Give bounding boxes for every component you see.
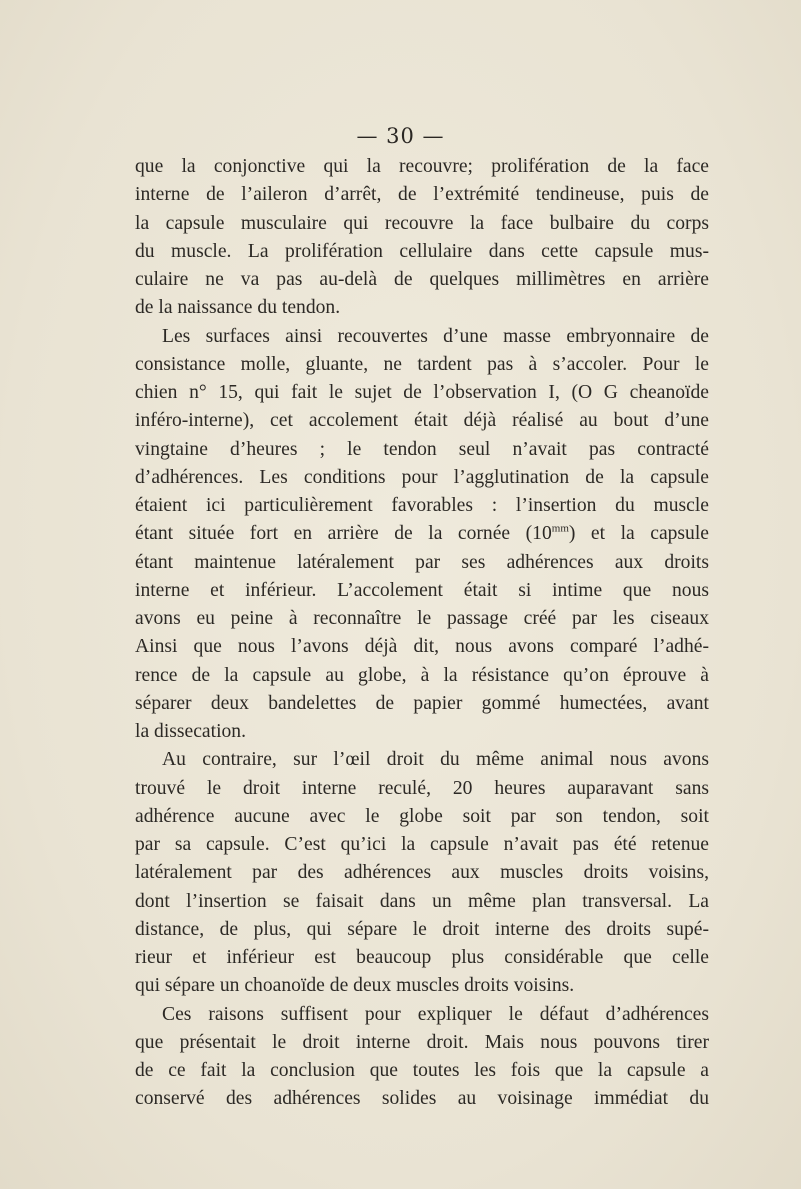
text-line: avons eu peine à reconnaître le passage créé par les ciseaux [135, 608, 709, 629]
text-fragment: ) et la capsule [568, 523, 709, 545]
text-line: qui sépare un choanoïde de deux muscles droits voisins. [135, 975, 575, 997]
unit-superscript: mm [551, 522, 569, 535]
text-line: dont l’insertion se faisait dans un même plan transversal. La [135, 890, 709, 912]
text-line: vingtaine d’heures ; le tendon seul n’avait pas contracté [135, 438, 709, 460]
text-line-with-superscript [135, 520, 709, 548]
body-text [135, 153, 709, 1114]
text-line: étaient ici particulièrement favorables : l’insertion du muscle [135, 495, 709, 516]
text-line: de ce fait la conclusion que toutes les fois que la capsule a [135, 1060, 709, 1081]
text-line: rieur et inférieur est beaucoup plus considérable que celle [135, 947, 709, 968]
text-line: chien n° 15, qui fait le sujet de l’observation I, (O G cheanoïde [135, 382, 709, 403]
text-line: latéralement par des adhérences aux muscles droits voisins, [135, 862, 709, 884]
text-line: la capsule musculaire qui recouvre la face bulbaire du corps [135, 212, 709, 234]
text-line: Au contraire, sur l’œil droit du même animal nous avons [162, 749, 709, 771]
text-line: rence de la capsule au globe, à la résistance qu’on éprouve à [135, 664, 709, 686]
page-number: — 30 — [356, 124, 445, 148]
text-fragment: étant située fort en arrière de la cornée (10 [135, 523, 552, 545]
text-line: consistance molle, gluante, ne tardent pas à s’accoler. Pour le [135, 353, 709, 375]
text-line: inféro-interne), cet accolement était déjà réalisé au bout d’une [135, 410, 709, 432]
text-line: Ces raisons suffisent pour expliquer le défaut d’adhérences [162, 1003, 709, 1025]
text-line: que présentait le droit interne droit. Mais nous pouvons tirer [135, 1031, 709, 1053]
text-line: la dissecation. [135, 721, 246, 742]
text-line: interne et inférieur. L’accolement était si intime que nous [135, 579, 709, 601]
text-line: Les surfaces ainsi recouvertes d’une masse embryonnaire de [162, 325, 709, 347]
text-line: distance, de plus, qui sépare le droit interne des droits supé- [135, 918, 709, 940]
text-line: d’adhérences. Les conditions pour l’agglutination de la capsule [135, 466, 709, 488]
text-line: interne de l’aileron d’arrêt, de l’extrémité tendineuse, puis de [135, 184, 709, 206]
text-line: Ainsi que nous l’avons déjà dit, nous avons comparé l’adhé- [135, 636, 709, 658]
text-line: adhérence aucune avec le globe soit par son tendon, soit [135, 805, 709, 827]
text-line: du muscle. La prolifération cellulaire dans cette capsule mus- [135, 240, 709, 262]
text-line: trouvé le droit interne reculé, 20 heures auparavant sans [135, 777, 709, 799]
text-line: que la conjonctive qui la recouvre; prolifération de la face [135, 156, 709, 177]
text-line: conservé des adhérences solides au voisinage immédiat du [135, 1088, 709, 1110]
text-line: séparer deux bandelettes de papier gommé humectées, avant [135, 692, 709, 714]
text-line: de la naissance du tendon. [135, 297, 341, 319]
text-line: culaire ne va pas au-delà de quelques millimètres en arrière [135, 269, 709, 290]
text-line: étant maintenue latéralement par ses adhérences aux droits [135, 551, 709, 573]
text-line: par sa capsule. C’est qu’ici la capsule n’avait pas été retenue [135, 834, 709, 855]
